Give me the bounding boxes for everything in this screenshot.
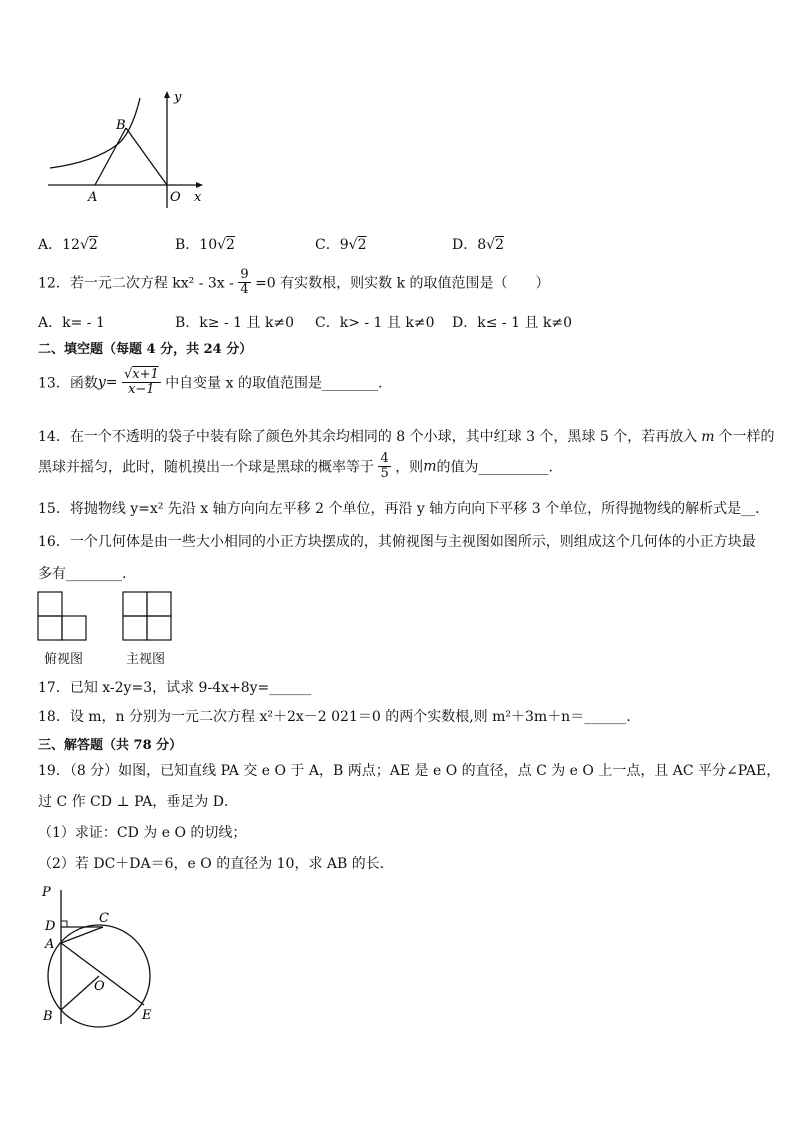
top-view-figure (37, 591, 89, 643)
label-d: D (45, 919, 56, 934)
q12-option-c[interactable]: C．k> - 1 且 k≠0 (315, 315, 435, 331)
label-b: B (116, 118, 126, 133)
top-view-label: 俯视图 (44, 652, 84, 667)
q16-line2: 多有________. (38, 566, 127, 582)
q19-figure (36, 882, 166, 1032)
label-a: A (45, 937, 55, 952)
label-p: P (42, 885, 51, 900)
curve (50, 98, 140, 168)
label-a: A (88, 190, 98, 205)
front-view-figure (122, 591, 174, 643)
label-c: C (99, 911, 109, 926)
q12-option-a[interactable]: A．k= - 1 (38, 315, 105, 331)
q11-option-c[interactable]: C．9√2 (315, 237, 367, 253)
section-heading-solutions: 三、解答题（共 78 分） (38, 738, 183, 753)
q14-line2: 黑球并摇匀，此时，随机摸出一个球是黑球的概率等于 $\frac{4}{5}$ ，则m的值为__________. (38, 451, 553, 481)
segment-bo (126, 128, 167, 185)
segment-ac (61, 927, 103, 943)
q14-line1: 14．在一个不透明的袋子中装有除了颜色外其余均相同的 8 个小球，其中红球 3 个，黑球 5 个，若再放入 m 个一样的 (38, 429, 775, 445)
label-e: E (142, 1008, 152, 1023)
label-y: y (174, 90, 182, 105)
segment-ab (95, 128, 126, 185)
q19-line2: 过 C 作 CD ⊥ PA，垂足为 D． (38, 794, 238, 810)
q19-sub2: （2）若 DC＋DA＝6，e O 的直径为 10，求 AB 的长． (38, 856, 394, 872)
label-x: x (194, 190, 202, 205)
section-heading-fill-blank: 二、填空题（每题 4 分，共 24 分） (38, 342, 253, 357)
segment-ae (61, 943, 144, 1005)
q16-line1: 16．一个几何体是由一些大小相同的小正方块摆成的，其俯视图与主视图如图所示，则组成这个几何体的小正方块最 (38, 534, 756, 550)
q11-option-d[interactable]: D．8√2 (452, 237, 504, 253)
x-axis-arrow (196, 182, 203, 188)
right-angle-mark (61, 921, 67, 927)
label-b: B (43, 1009, 53, 1024)
q13-stem: 13．函数y= $\frac{√x+1}{x-1}$ 中自变量 x 的取值范围是________. (38, 367, 383, 397)
q15-stem: 15．将抛物线 y=x² 先沿 x 轴方向向左平移 2 个单位，再沿 y 轴方向向下平移 3 个单位，所得抛物线的解析式是__． (38, 501, 770, 517)
q11-figure (40, 88, 215, 213)
q17-stem: 17．已知 x-2y=3，试求 9-4x+8y=______ (38, 680, 312, 696)
y-axis-arrow (164, 91, 170, 98)
q12-option-d[interactable]: D．k≤ - 1 且 k≠0 (452, 315, 572, 331)
q12-stem: 12．若一元二次方程 kx² - 3x - $\frac{9}{4}$ =0 有实数根，则实数 k 的取值范围是（ ） (38, 267, 550, 297)
label-o: O (94, 979, 105, 994)
q19-line1: 19．（8 分）如图，已知直线 PA 交 e O 于 A，B 两点；AE 是 e O 的直径，点 C 为 e O 上一点，且 AC 平分∠PAE， (38, 763, 781, 779)
q19-sub1: （1）求证：CD 为 e O 的切线； (38, 825, 247, 841)
front-view-label: 主视图 (126, 652, 166, 667)
q18-stem: 18．设 m，n 分别为一元二次方程 x²＋2x－2 021＝0 的两个实数根,则 m²＋3m＋n＝______. (38, 709, 631, 725)
q11-option-a[interactable]: A．12√2 (38, 237, 98, 253)
label-o: O (170, 190, 181, 205)
q12-option-b[interactable]: B．k≥ - 1 且 k≠0 (175, 315, 295, 331)
q11-option-b[interactable]: B．10√2 (175, 237, 235, 253)
